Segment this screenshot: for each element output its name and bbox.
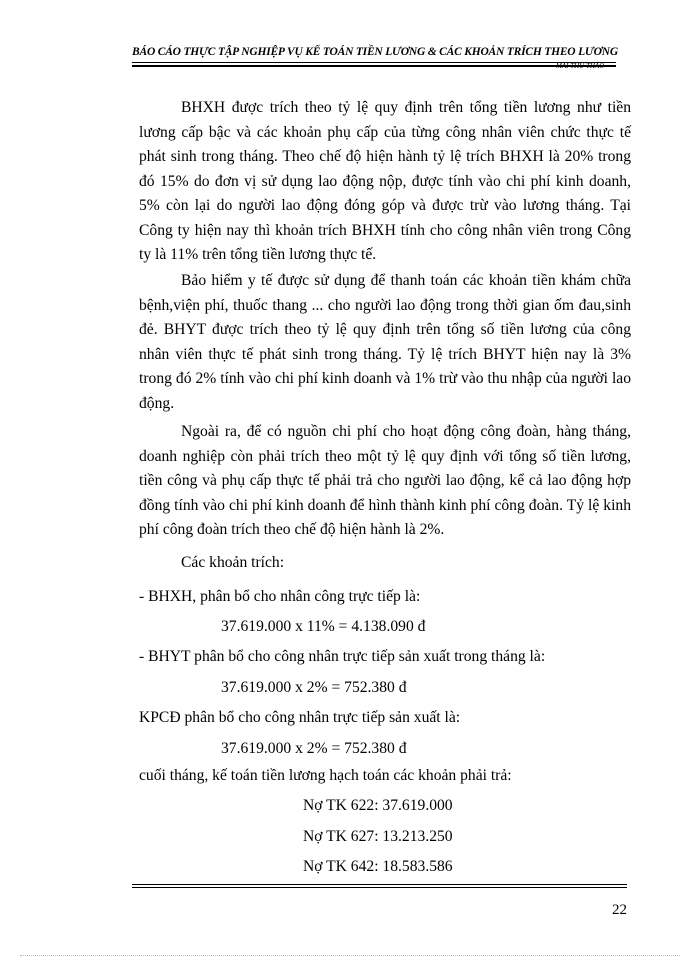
paragraph-bhxh: BHXH được trích theo tỷ lệ quy định trên tổng tiền lương như tiền lương cấp bậc và các khoản phụ cấp của từng công nhân viên chức thực tế phát sinh trong tháng. Theo chế độ hiện hành tỷ lệ trích BHXH là 20% trong đó 15% do đơn vị sử dụng lao động nộp, được tính vào chi phí kinh doanh, 5% còn lại do người lao động đóng góp và được trừ vào lương tháng. Tại Công ty hiện nay thì khoản trích BHXH tính cho công nhân viên trong Công ty là 11% trên tổng tiền lương thực tế.: [139, 99, 631, 263]
text-intro: Các khoản trích:: [181, 554, 285, 571]
paragraph-kpcd: Ngoài ra, để có nguồn chi phí cho hoạt động công đoàn, hàng tháng, doanh nghiệp còn phải trích theo một tỷ lệ quy định với tổng số tiền lương, tiền công và phụ cấp thực tế phải trả cho người lao động, kể cả lao động hợp đồng tính vào chi phí kinh doanh để hình thành kinh phí công đoàn. Tỷ lệ kinh phí công đoàn trích theo chế độ hiện hành là 2%.: [139, 423, 631, 538]
footer-rule-bottom: [132, 887, 627, 888]
page-header-title: BÁO CÁO THỰC TẬP NGHIỆP VỤ KẾ TOÁN TIỀN LƯƠNG & CÁC KHOẢN TRÍCH THEO LƯƠNG: [132, 46, 618, 58]
footer-rule-top: [132, 884, 627, 885]
text-bhxh-calc: 37.619.000 x 11% = 4.138.090 đ: [221, 618, 426, 635]
header-author: MAI THU THẢO: [556, 62, 605, 70]
text-bhyt-calc: 37.619.000 x 2% = 752.380 đ: [221, 679, 407, 696]
text-kpcd-label: KPCĐ phân bổ cho công nhân trực tiếp sản xuất là:: [139, 709, 461, 726]
paragraph-bhyt: Bảo hiểm y tế được sử dụng để thanh toán các khoản tiền khám chữa bệnh,viện phí, thuốc thang ... cho người lao động trong thời gian ốm đau,sinh đẻ. BHYT được trích theo tỷ lệ quy định trên tổng số tiền lương của công nhân viên thực tế phát sinh trong tháng. Tỷ lệ trích BHYT hiện nay là 3% trong đó 2% tính vào chi phí kinh doanh và 1% trừ vào thu nhập của người lao động.: [139, 272, 631, 412]
text-closing: cuối tháng, kế toán tiền lương hạch toán các khoản phải trả:: [139, 767, 512, 784]
header-rule-thin: [132, 62, 616, 63]
text-entry-627: Nợ TK 627: 13.213.250: [303, 828, 453, 845]
page-number: 22: [612, 902, 627, 918]
header-rule-thick: [132, 65, 616, 67]
text-entry-622: Nợ TK 622: 37.619.000: [303, 797, 453, 814]
text-entry-642: Nợ TK 642: 18.583.586: [303, 858, 453, 875]
text-bhxh-label: - BHXH, phân bổ cho nhân công trực tiếp là:: [139, 588, 421, 605]
text-kpcd-calc: 37.619.000 x 2% = 752.380 đ: [221, 740, 407, 757]
page-bottom-border: [20, 955, 680, 956]
text-bhyt-label: - BHYT phân bổ cho công nhân trực tiếp sản xuất trong tháng là:: [139, 648, 546, 665]
